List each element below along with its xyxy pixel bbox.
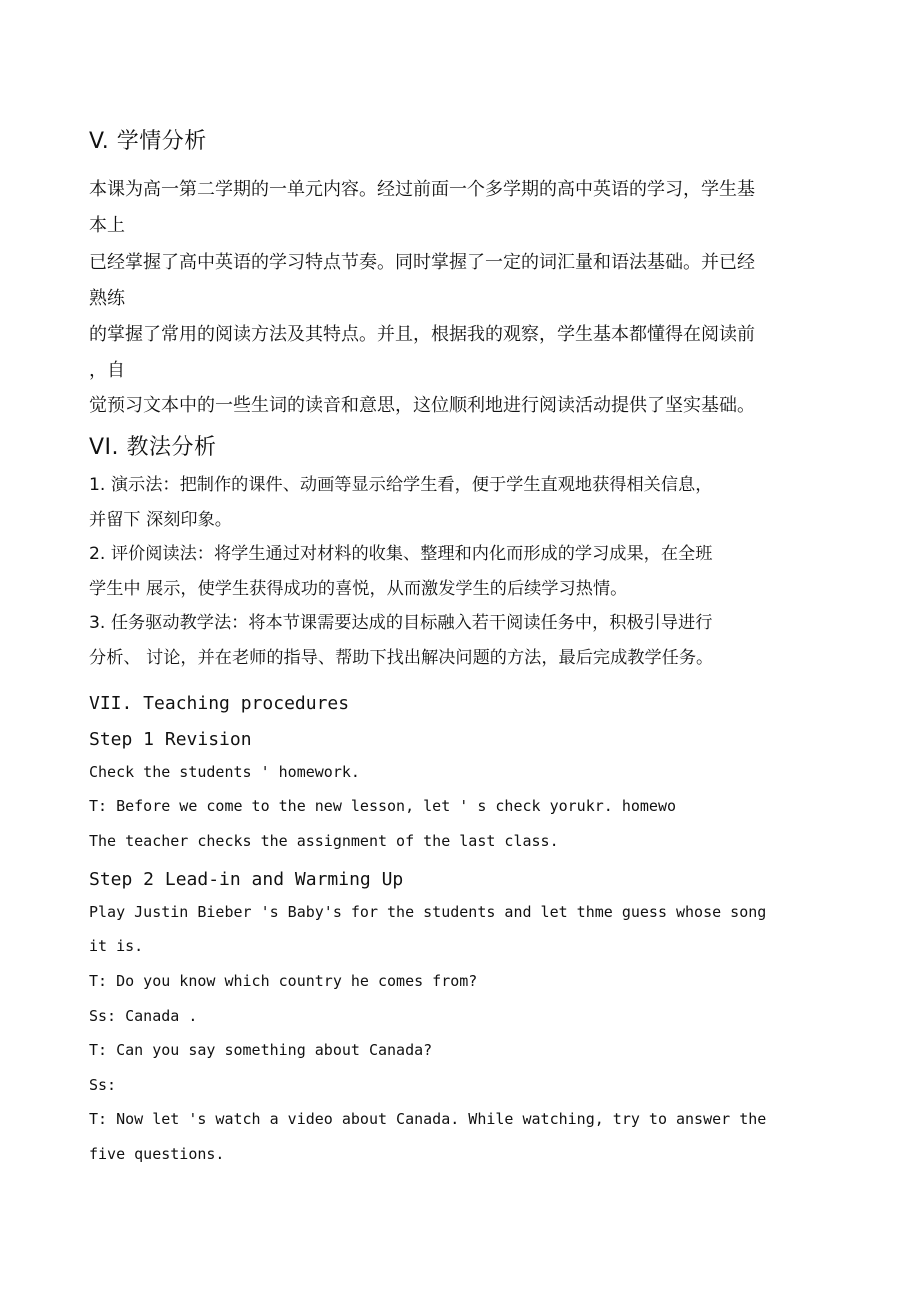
step2-line: Play Justin Bieber 's Baby's for the students and let thme guess whose song (89, 903, 767, 921)
section-vi-line: 1. 演示法：把制作的课件、动画等显示给学生看，便于学生直观地获得相关信息， (89, 475, 713, 495)
step2-line: T: Now let 's watch a video about Canada. While watching, try to answer the (89, 1110, 767, 1128)
section-vi-line: 学生中 展示，使学生获得成功的喜悦，从而激发学生的后续学习热情。 (89, 579, 628, 599)
step1-line: T: Before we come to the new lesson, let ' s check yorukr. homewo (89, 797, 676, 815)
step2-line: Ss: (89, 1076, 117, 1094)
section-vi-line: 分析、 讨论，并在老师的指导、帮助下找出解决问题的方法，最后完成教学任务。 (89, 648, 714, 668)
section-v-line: 熟练 (89, 288, 125, 309)
step2-heading: Step 2 Lead-in and Warming Up (89, 869, 404, 890)
section-vi-line: 2. 评价阅读法：将学生通过对材料的收集、整理和内化而形成的学习成果，在全班 (89, 544, 713, 564)
section-v-line: ，自 (89, 360, 125, 381)
section-v-line: 觉预习文本中的一些生词的读音和意思，这位顺利地进行阅读活动提供了坚实基础。 (89, 395, 755, 416)
step1-line: The teacher checks the assignment of the last class. (89, 832, 559, 850)
step2-line: Ss: Canada . (89, 1007, 198, 1025)
step1-line: Check the students ' homework. (89, 763, 360, 781)
section-vii-heading: VII. Teaching procedures (89, 693, 350, 714)
section-v-line: 已经掌握了高中英语的学习特点节奏。同时掌握了一定的词汇量和语法基础。并已经 (89, 252, 755, 273)
section-vi-line: 并留下 深刻印象。 (89, 510, 232, 530)
section-v-heading: V. 学情分析 (89, 129, 207, 154)
section-v-line: 本课为高一第二学期的一单元内容。经过前面一个多学期的高中英语的学习，学生基 (89, 179, 755, 200)
section-v-line: 的掌握了常用的阅读方法及其特点。并且，根据我的观察，学生基本都懂得在阅读前 (89, 324, 755, 345)
section-vi-line: 3. 任务驱动教学法：将本节课需要达成的目标融入若干阅读任务中，积极引导进行 (89, 613, 713, 633)
step2-line: it is. (89, 937, 144, 955)
step2-line: T: Can you say something about Canada? (89, 1041, 433, 1059)
step2-line: five questions. (89, 1145, 225, 1163)
section-vi-heading: VI. 教法分析 (89, 435, 217, 460)
step2-line: T: Do you know which country he comes from? (89, 972, 478, 990)
section-v-line: 本上 (89, 215, 125, 236)
step1-heading: Step 1 Revision (89, 729, 252, 750)
